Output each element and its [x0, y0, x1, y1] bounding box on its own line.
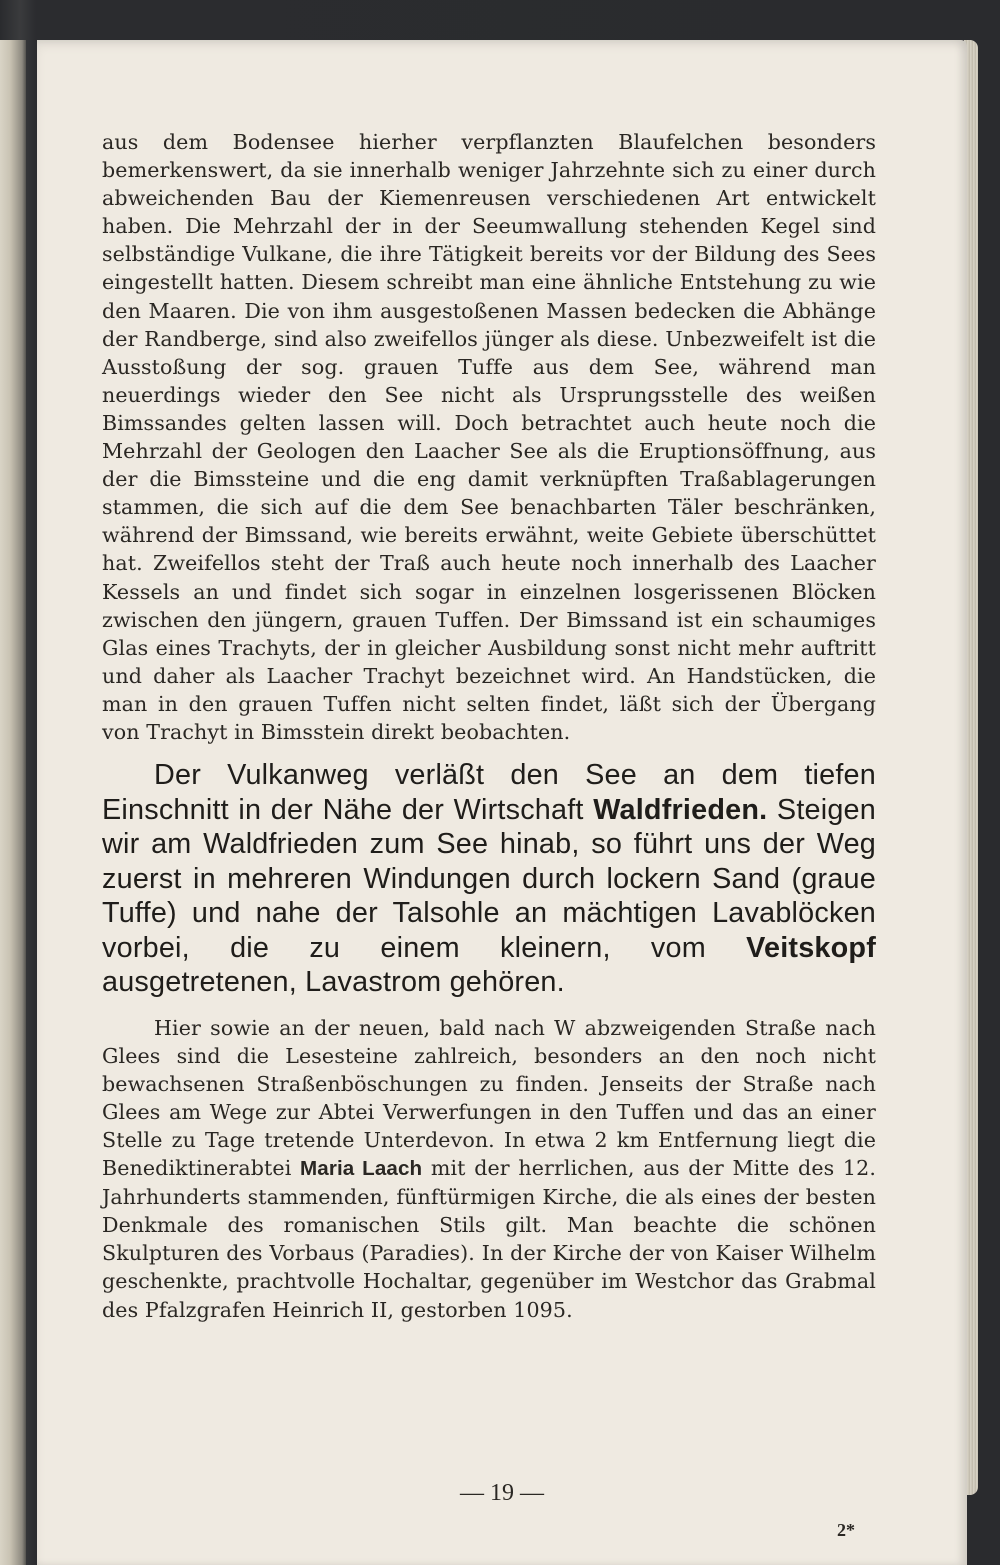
book-page [37, 40, 967, 1565]
previous-page-edge [0, 40, 26, 1565]
route-text-2: Steigen wir am Waldfrieden zum See hinab, so führt uns der Weg zuerst in mehreren Windungen durch lockern Sand (graue Tuffe) und nahe der Talsohle an mächtigen Lavablöcken vorbei, die zu einem kleinern, vom [102, 793, 876, 964]
place-maria-laach: Maria Laach [300, 1157, 423, 1181]
route-text-1: Der Vulkanweg verläßt den See an dem tiefen Einschnitt in der Nähe der Wirtschaft [102, 759, 876, 826]
route-paragraph [102, 758, 876, 1000]
page-body [102, 128, 876, 1324]
paragraph-1: aus dem Bodensee hierher verpflanzten Blaufelchen besonders bemerkenswert, da sie innerhalb weniger Jahrzehnte sich zu einer durch abweichenden Bau der Kiemenreusen verschiedenen Art entwickelt haben. Die Mehrzahl der in der Seeumwallung stehenden Kegel sind selbständige Vulkane, die ihre Tätigkeit bereits vor der Bildung des Sees eingestellt hatten. Diesem schreibt man eine ähnliche Entstehung zu wie den Maaren. Die von ihm ausgestoßenen Massen bedecken die Abhänge der Randberge, sind also zweifellos jünger als diese. Unbezweifelt ist die Ausstoßung der sog. grauen Tuffe aus dem See, während man neuerdings wieder den See nicht als Ursprungsstelle des weißen Bimssandes gelten lassen will. Doch betrachtet auch heute noch die Mehrzahl der Geologen den Laacher See als die Eruptionsöffnung, aus der die Bimssteine und die eng damit verknüpften Traßablagerungen stammen, die sich auf die dem See benachbarten Täler beschränken, während der Bimssand, wie bereits erwähnt, weite Gebiete überschüttet hat. Zweifellos steht der Traß auch heute noch innerhalb des Laacher Kessels an und findet sich sogar in einzelnen losgerissenen Blöcken zwischen den jüngern, grauen Tuffen. Der Bimssand ist ein schaumiges Glas eines Trachyts, der in gleicher Ausbildung sonst nicht mehr auftritt und daher als Laacher Trachyt bezeichnet wird. An Handstücken, die man in den grauen Tuffen nicht selten findet, läßt sich der Übergang von Trachyt in Bimsstein direkt beobachten. [102, 130, 876, 744]
paragraph-3-text-1: Hier sowie an der neuen, bald nach W abzweigenden Straße nach Glees sind die Lesesteine zahlreich, besonders an den noch nicht bewachsenen Straßenböschungen zu finden. Jenseits der Straße nach Glees am Wege zur Abtei Verwerfungen in den Tuffen und das an einer Stelle zu Tage tretende Unterdevon. In etwa 2 km Entfernung liegt die Benediktinerabtei [102, 1015, 876, 1181]
signature-mark: 2* [837, 1520, 855, 1540]
paragraph-3-text-2: mit der herrlichen, aus der Mitte des 12. Jahrhunderts stammenden, fünftürmigen Kirche, die als eines der besten Denkmale des romanischen Stils gilt. Man beachte die schönen Skulpturen des Vorbaus (Paradies). In der Kirche der von Kaiser Wilhelm geschenkte, prachtvolle Hochaltar, gegenüber im Westchor das Grabmal des Pfalzgrafen Heinrich II, gestorben 1095. [102, 1156, 876, 1322]
paragraph-3 [102, 1014, 876, 1324]
place-veitskopf: Veitskopf [746, 931, 876, 964]
route-text-3: ausgetretenen, Lavastrom gehören. [102, 966, 565, 999]
page-number: — 19 — [460, 1480, 544, 1506]
place-waldfrieden: Waldfrieden. [593, 793, 768, 826]
